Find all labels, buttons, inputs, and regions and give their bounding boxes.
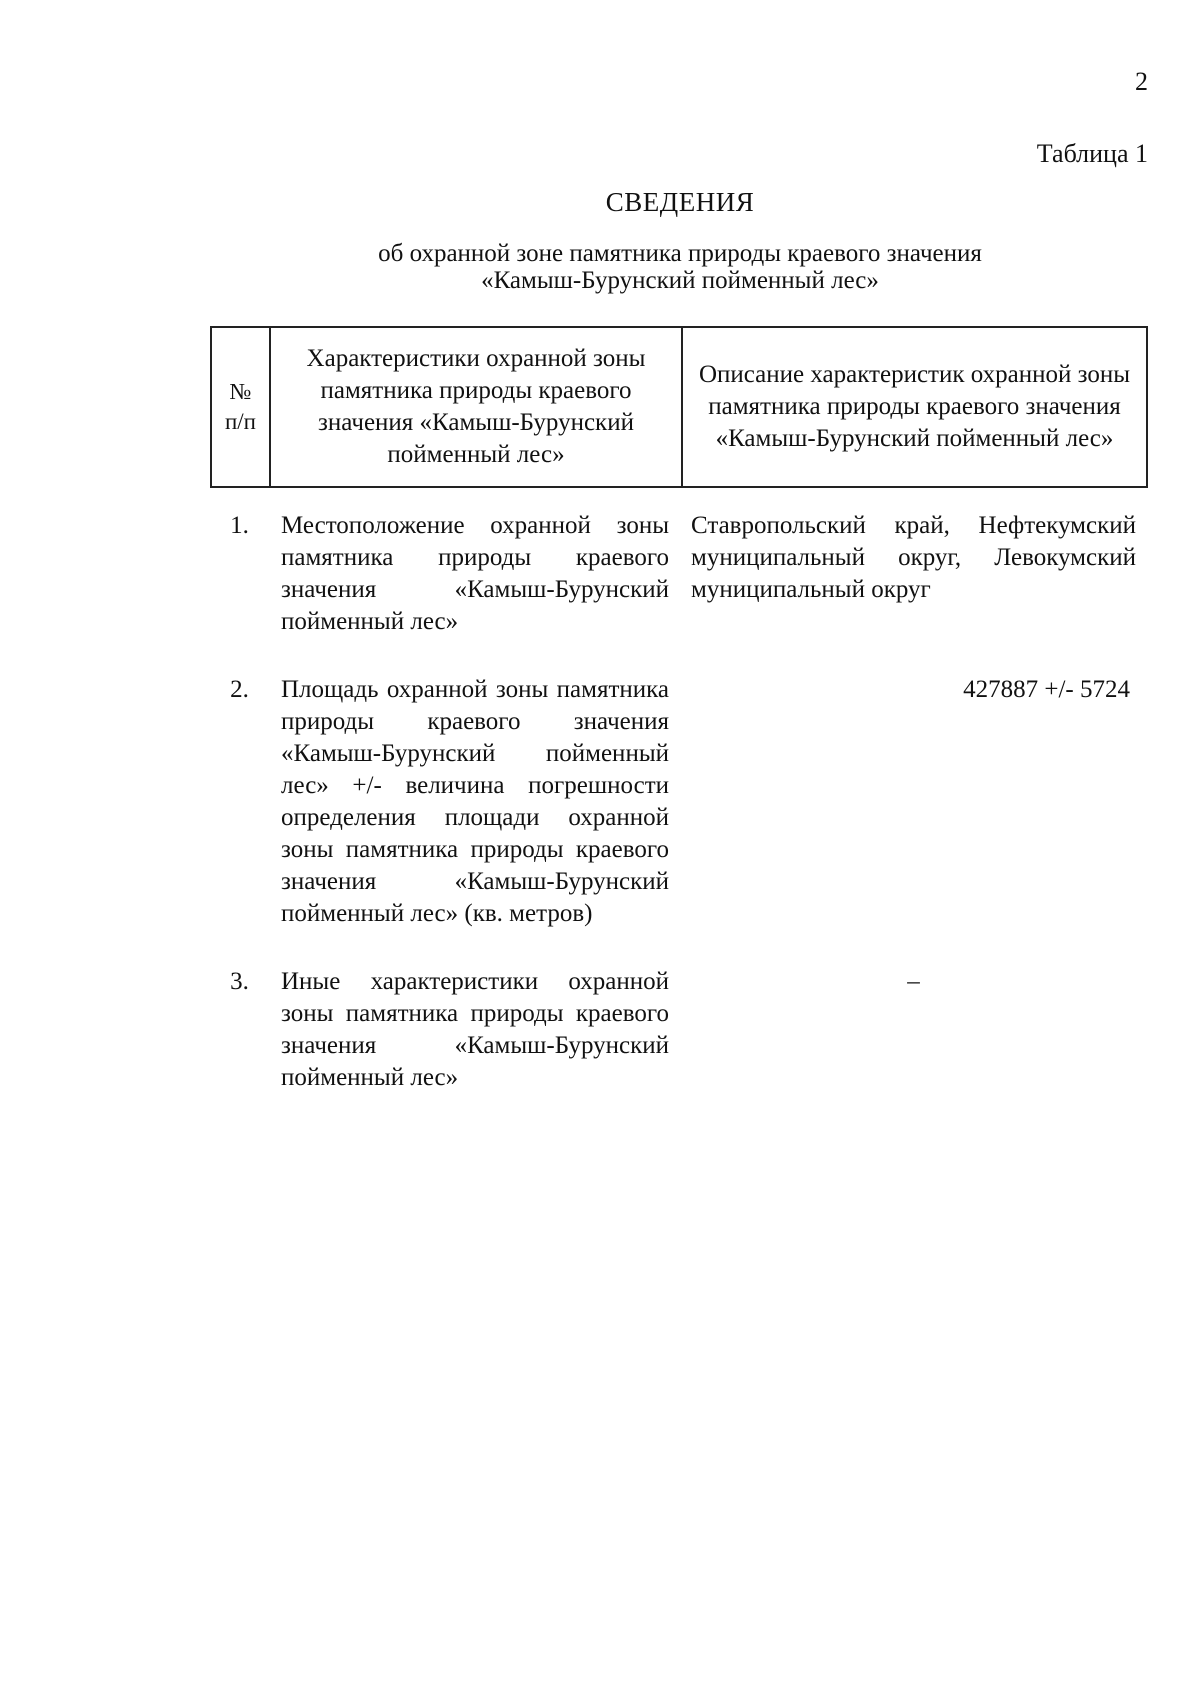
row-description: – — [907, 968, 920, 995]
table-label: Таблица 1 — [1036, 139, 1148, 168]
table-row — [210, 674, 1148, 930]
row-description: Ставропольский край, Нефтекумский муниципальный округ, Левокумский муниципальный округ — [691, 512, 1136, 603]
row-characteristic: Местоположение охранной зоны памятника природы краевого значения «Камыш-Бурунский пойменный лес» — [281, 512, 669, 635]
row-characteristic: Площадь охранной зоны памятника природы краевого значения «Камыш-Бурунский пойменный лес» +/- величина погрешности определения площади охранной зоны памятника природы краевого значения «Камыш-Бурунский пойменный лес» (кв. метров) — [281, 676, 669, 927]
row-number: 3. — [230, 968, 249, 995]
subtitle-line-2: «Камыш-Бурунский пойменный лес» — [481, 267, 879, 294]
row-number: 2. — [230, 676, 249, 703]
table-row — [210, 966, 1148, 1094]
table-header — [210, 326, 1148, 488]
header-number-sign: № — [229, 379, 252, 404]
page-number: 2 — [1135, 67, 1148, 96]
row-number: 1. — [230, 512, 249, 539]
document-title: СВЕДЕНИЯ — [605, 187, 755, 217]
header-number-abbrev: п/п — [224, 409, 256, 434]
header-description: Описание характеристик охранной зоны памятника природы краевого значения «Камыш-Бурунский пойменный лес» — [698, 361, 1131, 452]
subtitle-line-1: об охранной зоне памятника природы краевого значения — [378, 240, 982, 267]
row-characteristic: Иные характеристики охранной зоны памятника природы краевого значения «Камыш-Бурунский пойменный лес» — [281, 968, 669, 1091]
table-body — [210, 510, 1148, 1130]
header-characteristics: Характеристики охранной зоны памятника природы краевого значения «Камыш-Бурунский пойменный лес» — [271, 328, 683, 486]
document-subtitle — [0, 240, 1200, 294]
header-number — [212, 328, 271, 486]
row-description: 427887 +/- 5724 — [963, 676, 1130, 703]
table-row — [210, 510, 1148, 638]
